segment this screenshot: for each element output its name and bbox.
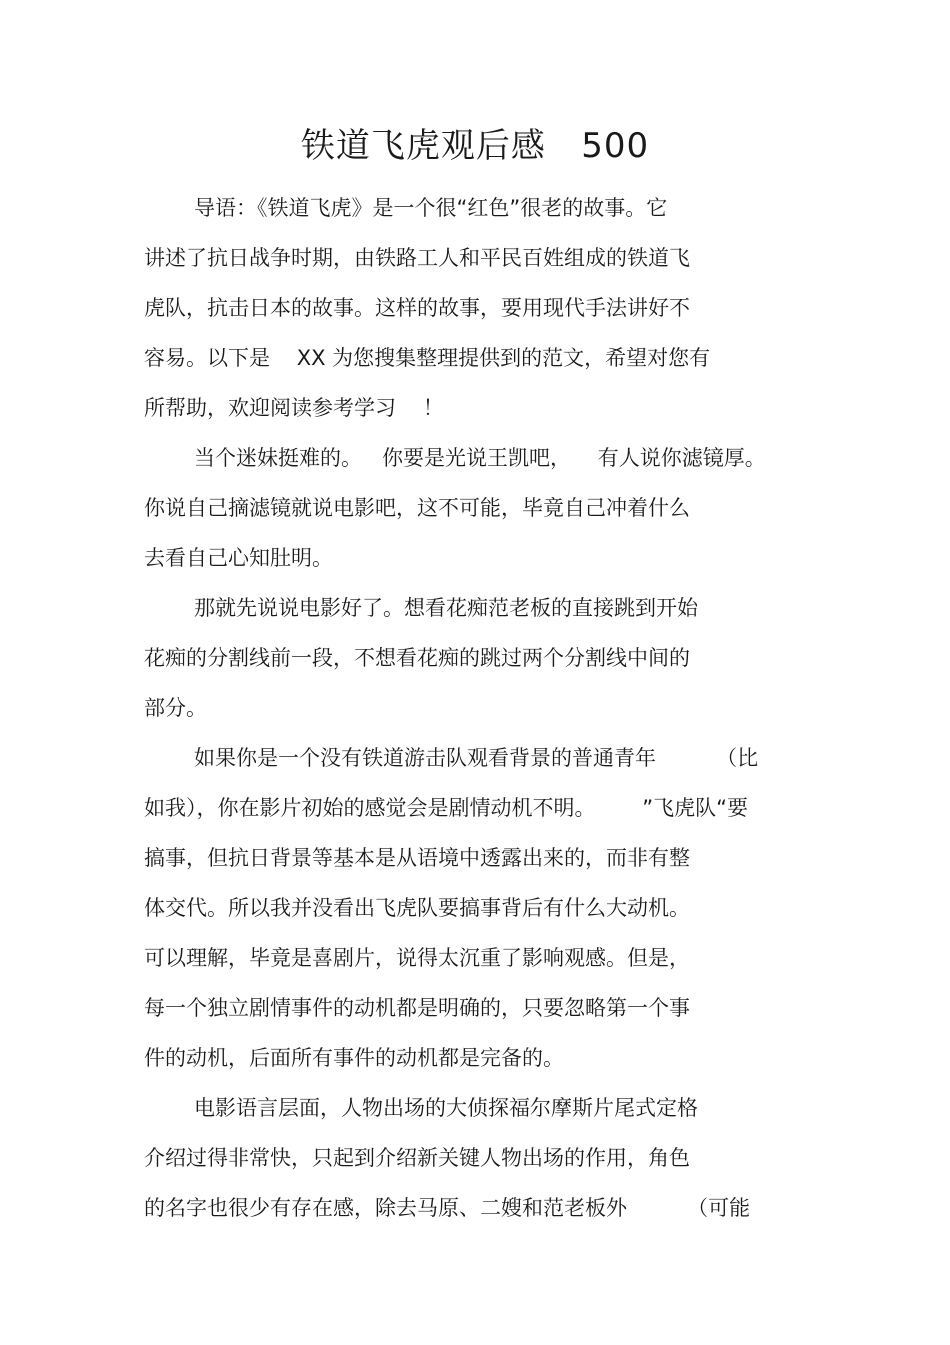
text-line: 搞事，但抗日背景等基本是从语境中透露出来的，而非有整 <box>144 846 690 870</box>
text-line: 件的动机，后面所有事件的动机都是完备的。 <box>144 1046 564 1070</box>
text-line: 每一个独立剧情事件的动机都是明确的，只要忽略第一个事 <box>144 996 690 1020</box>
text-line: 花痴的分割线前一段，不想看花痴的跳过两个分割线中间的 <box>144 646 690 670</box>
text-line: 如果你是一个没有铁道游击队观看背景的普通青年 （比 <box>194 746 759 770</box>
document-title: 铁道飞虎观后感 500 <box>300 126 650 166</box>
text-line: 的名字也很少有存在感，除去马原、二嫂和范老板外 （可能 <box>144 1196 751 1220</box>
text-line: 所帮助，欢迎阅读参考学习 ！ <box>144 396 444 420</box>
text-line: 可以理解，毕竟是喜剧片，说得太沉重了影响观感。但是， <box>144 946 690 970</box>
text-line: 去看自己心知肚明。 <box>144 546 333 570</box>
text-line: 介绍过得非常快，只起到介绍新关键人物出场的作用，角色 <box>144 1146 690 1170</box>
text-line: 导语：《铁道飞虎》是一个很“红色”很老的故事。它 <box>194 196 668 220</box>
text-line: 你说自己摘滤镜就说电影吧，这不可能，毕竟自己冲着什么 <box>144 496 690 520</box>
text-line: 容易。以下是 XX 为您搜集整理提供到的范文，希望对您有 <box>144 346 711 370</box>
text-line: 虎队，抗击日本的故事。这样的故事，要用现代手法讲好不 <box>144 296 690 320</box>
text-line: 体交代。所以我并没看出飞虎队要搞事背后有什么大动机。 <box>144 896 690 920</box>
text-line: 电影语言层面，人物出场的大侦探福尔摩斯片尾式定格 <box>194 1096 698 1120</box>
text-line: 部分。 <box>144 696 207 720</box>
text-line: 当个迷妹挺难的。 你要是光说王凯吧， 有人说你滤镜厚。 <box>194 446 766 470</box>
text-line: 如我），你在影片初始的感觉会是剧情动机不明。 ”飞虎队“要 <box>144 796 748 820</box>
text-line: 讲述了抗日战争时期，由铁路工人和平民百姓组成的铁道飞 <box>144 246 690 270</box>
text-line: 那就先说说电影好了。想看花痴范老板的直接跳到开始 <box>194 596 698 620</box>
